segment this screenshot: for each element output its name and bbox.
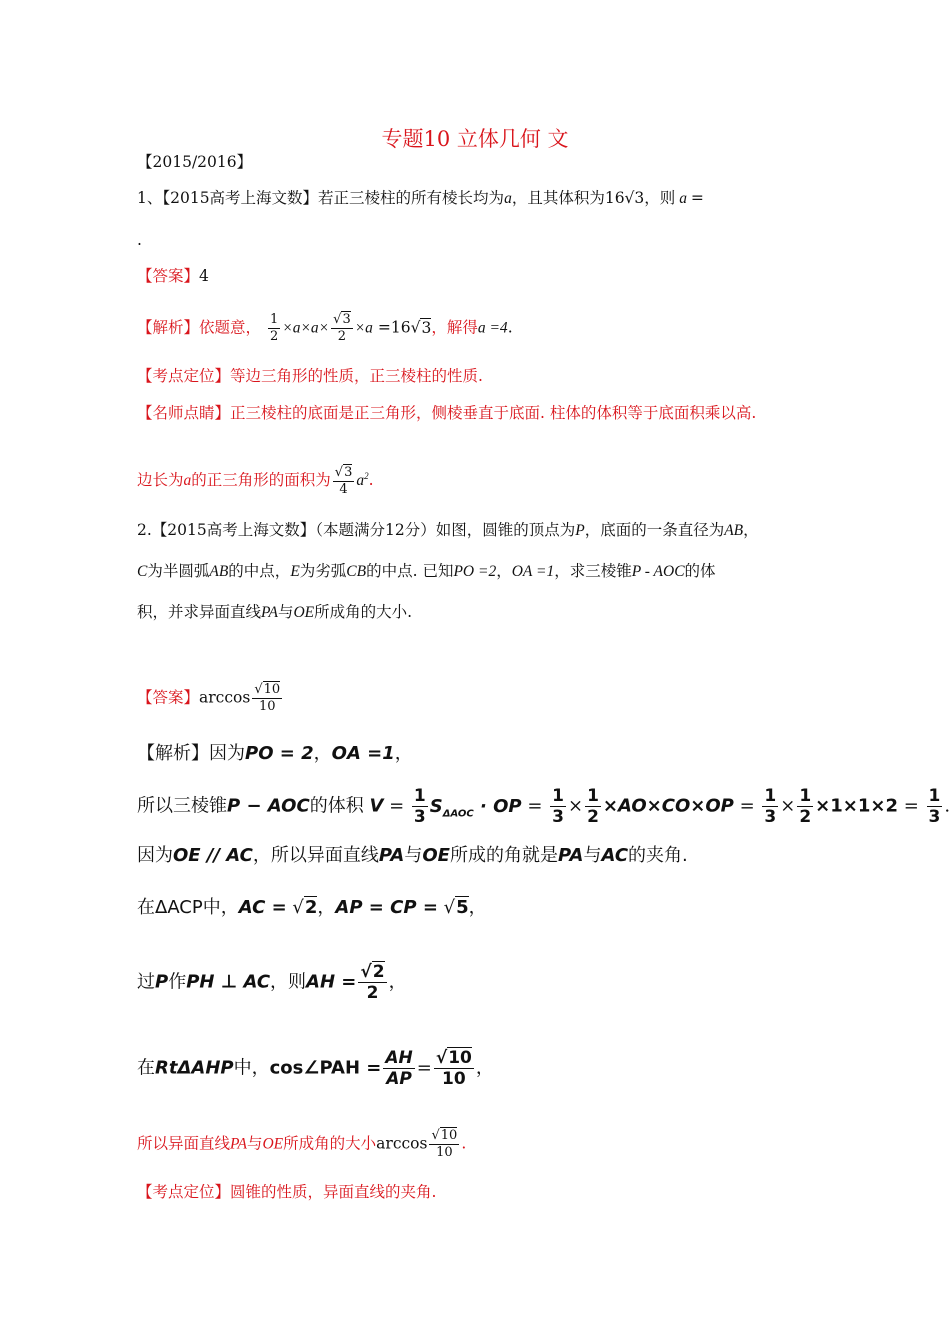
expr: cos∠PAH =: [269, 1057, 382, 1079]
expr: P: [155, 971, 169, 993]
q1-tip-line2: 边长为a的正三角形的面积为 $\frac{√3}{4}$ $a^2$.: [137, 464, 374, 497]
expr: AC =: [238, 897, 287, 918]
q1-point: [137, 364, 483, 388]
text: 所成角的大小: [283, 1134, 377, 1153]
expr: PA: [557, 845, 584, 866]
expr: OE: [422, 845, 450, 866]
q2-text: 的中点，: [228, 562, 291, 580]
tip-label: 【名师点睛】: [137, 404, 231, 422]
q2-point: [137, 1180, 436, 1204]
expr: P − AOC: [227, 795, 310, 817]
analysis-result: a =4: [477, 319, 508, 337]
page-title: 专题10 立体几何 文: [381, 127, 569, 151]
q2-text: 与: [277, 603, 294, 621]
analysis-text: 依题意，: [199, 318, 262, 337]
text: ，则: [270, 971, 307, 993]
tip2-prefix: 边长为: [137, 471, 184, 490]
answer-value: 4: [199, 267, 209, 285]
answer-value: arccos: [199, 688, 251, 707]
var-pa: PA: [261, 604, 278, 621]
fraction-half: $\frac{1}{2}$: [269, 312, 279, 344]
answer-label: 【答案】: [137, 267, 200, 285]
q2-text: 的中点. 已知: [366, 562, 454, 580]
expr: OE // AC: [173, 845, 253, 866]
expr: AC: [601, 845, 629, 866]
var-a: a: [183, 472, 192, 490]
point-text: 等边三角形的性质，正三棱柱的性质.: [230, 367, 483, 385]
text: .: [461, 1134, 467, 1153]
analysis-end: ，解得: [431, 318, 478, 337]
answer-label: 【答案】: [137, 688, 200, 707]
text: 与: [583, 845, 602, 866]
year-tag: 【2015/2016】: [137, 153, 253, 171]
q2-text: 为半圆弧: [147, 562, 210, 580]
q2-text: 所成角的大小.: [314, 603, 413, 621]
var-ab: AB: [209, 563, 229, 580]
q1-mid: ，且其体积为: [511, 189, 605, 207]
analysis-label: 【解析】因为: [137, 743, 245, 764]
q1-question: [137, 186, 704, 211]
expr: RtΔAHP: [155, 1057, 234, 1079]
text: 所以异面直线: [137, 1134, 231, 1153]
punct: ，: [468, 897, 487, 918]
text: 与: [246, 1134, 263, 1153]
q1-dot: .: [137, 231, 142, 249]
expr: AP = CP =: [335, 897, 438, 918]
tip-text: 正三棱柱的底面是正三角形，侧棱垂直于底面. 柱体的体积等于底面积乘以高.: [230, 404, 757, 422]
q1-answer: [137, 264, 209, 288]
tip2-mid: 的正三角形的面积为: [191, 471, 331, 490]
q2-text: ，求三棱锥: [554, 562, 632, 580]
q1-analysis: 【解析】依题意， $\frac{1}{2}$ ×a×a× $\frac{√3}{2}$ ×a =16√3，解得a =4.: [137, 312, 513, 344]
text: ，所以异面直线: [252, 845, 379, 866]
text: 在: [137, 1057, 155, 1079]
expr-po: PO =2: [453, 563, 497, 580]
text: 与: [404, 845, 423, 866]
fraction-sqrt3-half: $\frac{√3}{2}$: [333, 312, 351, 344]
q2-text: 的体: [684, 562, 716, 580]
fraction-sqrt10-10: $\frac{√10}{10}$: [254, 682, 281, 714]
text: 在ΔACP中，: [137, 897, 239, 918]
text: 所成的角就是: [449, 845, 558, 866]
q2-analysis-2: 所以三棱锥P − AOC的体积 V = $\frac{1}{3}$ $S_{\Delta AOC}$ · OP = $\frac{1}{3}$ × $\frac{1}{2}$ ×AO×CO×OP = $\frac{1}{3}$ × $\frac{1}{2}$ ×1×1×2 = $\frac{1}{3}$ .: [137, 786, 950, 827]
punct: ，: [388, 971, 407, 993]
var-c: C: [137, 563, 148, 580]
fraction-sqrt3-4: $\frac{√3}{4}$: [334, 464, 353, 497]
q2-conclusion: 所以异面直线PA与OE所成角的大小arccos $\frac{√10}{10}$ .: [137, 1128, 467, 1160]
q2-text: 积，并求异面直线: [137, 603, 262, 621]
q1-prefix: 1、【2015高考上海文数】若正三棱柱的所有棱长均为: [137, 189, 505, 207]
q2-analysis-4: 在ΔACP中，AC = √2，AP = CP = √5，: [137, 897, 487, 918]
q2-text: 2.【2015高考上海文数】（本题满分12分）如图，圆锥的顶点为: [137, 521, 576, 539]
text: 过: [137, 971, 155, 993]
q2-analysis-1: [137, 740, 413, 768]
expr-oa: OA =1: [511, 563, 555, 580]
punct: ，: [394, 743, 413, 764]
var-cb: CB: [346, 563, 367, 580]
q2-text: ，: [743, 521, 759, 539]
text: 作: [168, 971, 187, 993]
var-oe: OE: [293, 604, 315, 621]
text: 所以三棱锥: [137, 795, 227, 817]
var-e: E: [290, 563, 300, 580]
q1-tip: [137, 401, 756, 425]
q1-volume: 16√3: [604, 189, 645, 207]
q2-line1: [137, 518, 759, 543]
var-pa: PA: [230, 1135, 247, 1153]
text: 中，: [233, 1057, 270, 1079]
q2-analysis-6: 在RtΔAHP中，cos∠PAH = $\frac{AH}{AP}$ = $\frac{√10}{10}$ ，: [137, 1048, 494, 1089]
analysis-label: 【解析】: [137, 318, 200, 337]
punct: ，: [313, 743, 332, 764]
expr: AH =: [306, 971, 357, 993]
expr: PA: [378, 845, 405, 866]
q2-text: ，底面的一条直径为: [584, 521, 725, 539]
q2-analysis-3: [137, 842, 688, 870]
text: 的夹角.: [628, 845, 688, 866]
text: 因为: [137, 845, 173, 866]
expr: PO = 2: [245, 743, 314, 764]
q2-line3: [137, 600, 412, 625]
point-label: 【考点定位】: [137, 367, 231, 385]
q2-line2: C为半圆弧AB的中点，E为劣弧CB的中点. 已知PO =2，OA =1，求三棱锥P - AOC的体: [137, 562, 716, 580]
q2-answer: [137, 682, 284, 715]
expr-paoc: P - AOC: [631, 563, 685, 580]
var-a: a: [675, 190, 691, 207]
text: 的体积: [309, 795, 364, 817]
q2-text: 为劣弧: [299, 562, 347, 580]
var-a: a: [504, 190, 512, 207]
var-p: P: [575, 522, 585, 539]
punct: ，: [317, 897, 336, 918]
point-label: 【考点定位】: [137, 1183, 231, 1201]
q2-analysis-5: 过P作PH ⊥ AC，则AH = $\frac{√2}{2}$ ，: [137, 962, 407, 1003]
expr: PH ⊥ AC: [186, 971, 271, 993]
tip2-end: .: [368, 471, 374, 490]
point-text: 圆锥的性质，异面直线的夹角.: [230, 1183, 437, 1201]
q1-suffix: ，则: [644, 189, 676, 207]
punct: ，: [475, 1057, 494, 1079]
var-oe: OE: [262, 1135, 284, 1153]
expr: OA =1: [331, 743, 395, 764]
var-ab: AB: [724, 522, 744, 539]
q1-tail: =: [690, 189, 704, 207]
